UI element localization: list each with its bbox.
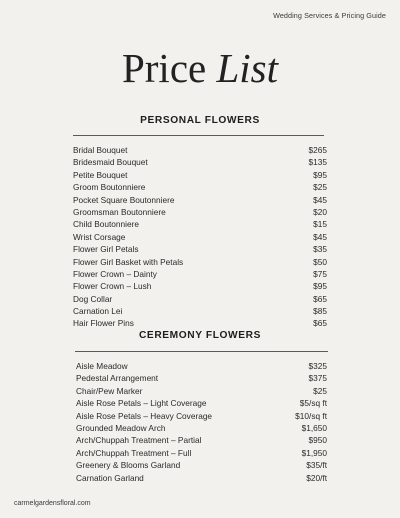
price-list bbox=[73, 144, 327, 330]
title-word-list: List bbox=[216, 45, 279, 91]
section-heading: CEREMONY FLOWERS bbox=[138, 330, 262, 341]
price-row bbox=[73, 243, 327, 255]
price-row bbox=[76, 372, 327, 384]
item-name: Groomsman Boutonniere bbox=[73, 206, 166, 217]
price-row bbox=[73, 268, 327, 280]
price-row bbox=[76, 397, 327, 409]
item-price: $1,650 bbox=[301, 422, 327, 433]
section-personal-flowers bbox=[0, 115, 400, 330]
section-heading: PERSONAL FLOWERS bbox=[140, 115, 260, 126]
item-name: Hair Flower Pins bbox=[73, 318, 134, 329]
item-name: Bridesmaid Bouquet bbox=[73, 157, 148, 168]
price-row bbox=[73, 181, 327, 193]
price-row bbox=[73, 317, 327, 329]
item-price: $265 bbox=[308, 145, 327, 155]
price-row bbox=[73, 231, 327, 243]
price-row bbox=[73, 206, 327, 218]
item-name: Flower Girl Basket with Petals bbox=[73, 256, 184, 267]
item-name: Pocket Square Boutonniere bbox=[73, 194, 175, 205]
item-price: $5/sq ft bbox=[299, 398, 327, 409]
item-price: $950 bbox=[308, 435, 327, 446]
item-name: Greenery & Blooms Garland bbox=[76, 460, 181, 471]
item-price: $75 bbox=[313, 268, 327, 279]
item-name: Aisle Meadow bbox=[76, 361, 128, 371]
price-row bbox=[73, 156, 327, 168]
price-row bbox=[73, 280, 327, 292]
item-name: Carnation Garland bbox=[76, 472, 144, 483]
item-name: Flower Girl Petals bbox=[73, 244, 139, 255]
item-name: Dog Collar bbox=[73, 293, 113, 304]
item-price: $20/ft bbox=[306, 472, 327, 483]
item-name: Arch/Chuppah Treatment – Full bbox=[76, 447, 192, 458]
price-list bbox=[76, 360, 327, 484]
item-price: $50 bbox=[313, 256, 327, 267]
item-name: Flower Crown – Dainty bbox=[73, 268, 157, 279]
item-name: Aisle Rose Petals – Light Coverage bbox=[76, 398, 207, 409]
price-row bbox=[73, 194, 327, 206]
item-price: $1,950 bbox=[301, 447, 327, 458]
price-row bbox=[76, 410, 327, 422]
title-word-price: Price bbox=[121, 45, 217, 91]
item-name: Grounded Meadow Arch bbox=[76, 422, 166, 433]
item-price: $95 bbox=[313, 281, 327, 292]
item-price: $135 bbox=[308, 157, 327, 168]
item-price: $35 bbox=[313, 244, 327, 255]
item-price: $325 bbox=[308, 361, 327, 371]
price-row bbox=[76, 434, 327, 446]
price-row bbox=[76, 360, 327, 372]
item-name: Bridal Bouquet bbox=[73, 145, 128, 155]
item-price: $35/ft bbox=[306, 460, 327, 471]
price-row bbox=[73, 144, 327, 156]
price-row bbox=[76, 385, 327, 397]
price-row bbox=[73, 169, 327, 181]
item-price: $45 bbox=[313, 194, 327, 205]
price-row bbox=[73, 256, 327, 268]
item-price: $85 bbox=[313, 306, 327, 317]
price-row bbox=[76, 422, 327, 434]
item-name: Child Boutonniere bbox=[73, 219, 139, 230]
item-name: Flower Crown – Lush bbox=[73, 281, 152, 292]
item-price: $65 bbox=[313, 318, 327, 329]
price-row bbox=[73, 293, 327, 305]
item-price: $20 bbox=[313, 206, 327, 217]
price-row bbox=[73, 305, 327, 317]
section-ceremony-flowers bbox=[0, 330, 400, 484]
item-name: Petite Bouquet bbox=[73, 169, 128, 180]
section-divider bbox=[73, 135, 324, 136]
item-name: Pedestal Arrangement bbox=[76, 373, 159, 384]
item-name: Wrist Corsage bbox=[73, 231, 126, 242]
item-price: $95 bbox=[313, 169, 327, 180]
section-divider bbox=[75, 351, 328, 352]
item-name: Arch/Chuppah Treatment – Partial bbox=[76, 435, 202, 446]
item-price: $65 bbox=[313, 293, 327, 304]
price-row bbox=[76, 447, 327, 459]
item-name: Carnation Lei bbox=[73, 306, 123, 317]
item-price: $10/sq ft bbox=[295, 410, 327, 421]
price-row bbox=[76, 472, 327, 484]
guide-title: Wedding Services & Pricing Guide bbox=[273, 11, 386, 20]
item-price: $25 bbox=[313, 182, 327, 193]
item-name: Groom Boutonniere bbox=[73, 182, 146, 193]
website-url: carmelgardensfloral.com bbox=[14, 500, 91, 507]
price-row bbox=[76, 459, 327, 471]
item-price: $25 bbox=[313, 385, 327, 396]
item-name: Aisle Rose Petals – Heavy Coverage bbox=[76, 410, 213, 421]
item-price: $45 bbox=[313, 231, 327, 242]
item-price: $15 bbox=[313, 219, 327, 230]
item-price: $375 bbox=[308, 373, 327, 384]
page-title bbox=[0, 40, 400, 96]
item-name: Chair/Pew Marker bbox=[76, 385, 143, 396]
price-row bbox=[73, 218, 327, 230]
